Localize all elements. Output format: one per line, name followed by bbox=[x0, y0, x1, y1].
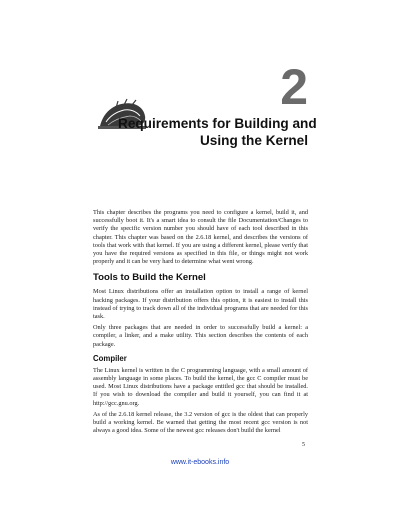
subsection-heading: Compiler bbox=[93, 353, 127, 363]
section-paragraph-1: Most Linux distributions offer an installation option to install a range of kernel hacking packages. If your distribution offers this option, it is easiest to install this instead of trying to track down all of the individual programs that are needed for this task. bbox=[93, 288, 308, 321]
chapter-body bbox=[93, 209, 308, 438]
subsection-paragraph-1: The Linux kernel is written in the C programming language, with a small amount of assembly language in some places. To build the kernel, the gcc C compiler must be used. Most Linux distributions have a package entitled gcc that should be installed. If you wish to download the compiler and build it yourself, you can find it at http://gcc.gnu.org. bbox=[93, 366, 308, 407]
intro-paragraph: This chapter describes the programs you need to configure a kernel, build it, and successfully boot it. It's a smart idea to consult the file Documentation/Changes to verify the specific version number you should have of each tool described in this chapter. This chapter was based on the 2.6.18 kernel, and describes the versions of tools that work with that kernel. If you are using a different kernel, please verify that you have the required versions as specified in this file, or things might not work properly and it can be very hard to determine what went wrong. bbox=[93, 209, 308, 266]
subsection-paragraph-2: As of the 2.6.18 kernel release, the 3.2 version of gcc is the oldest that can properly build a working kernel. Be warned that getting the most recent gcc version is not always a good idea. Some of the newest gcc releases don't build the kernel bbox=[93, 410, 308, 435]
footer-link[interactable]: www.it-ebooks.info bbox=[170, 459, 230, 466]
page-number: 5 bbox=[302, 442, 305, 448]
chapter-title-line-2: Using the Kernel bbox=[199, 133, 308, 148]
chapter-number: 2 bbox=[280, 59, 308, 115]
chapter-title bbox=[118, 115, 317, 149]
section-heading: Tools to Build the Kernel bbox=[93, 272, 206, 284]
section-paragraph-2: Only three packages that are needed in order to successfully build a kernel: a compiler, a linker, and a make utility. This section describes the contents of each package. bbox=[93, 324, 308, 348]
chapter-title-line-1: Requirements for Building and bbox=[118, 116, 317, 131]
